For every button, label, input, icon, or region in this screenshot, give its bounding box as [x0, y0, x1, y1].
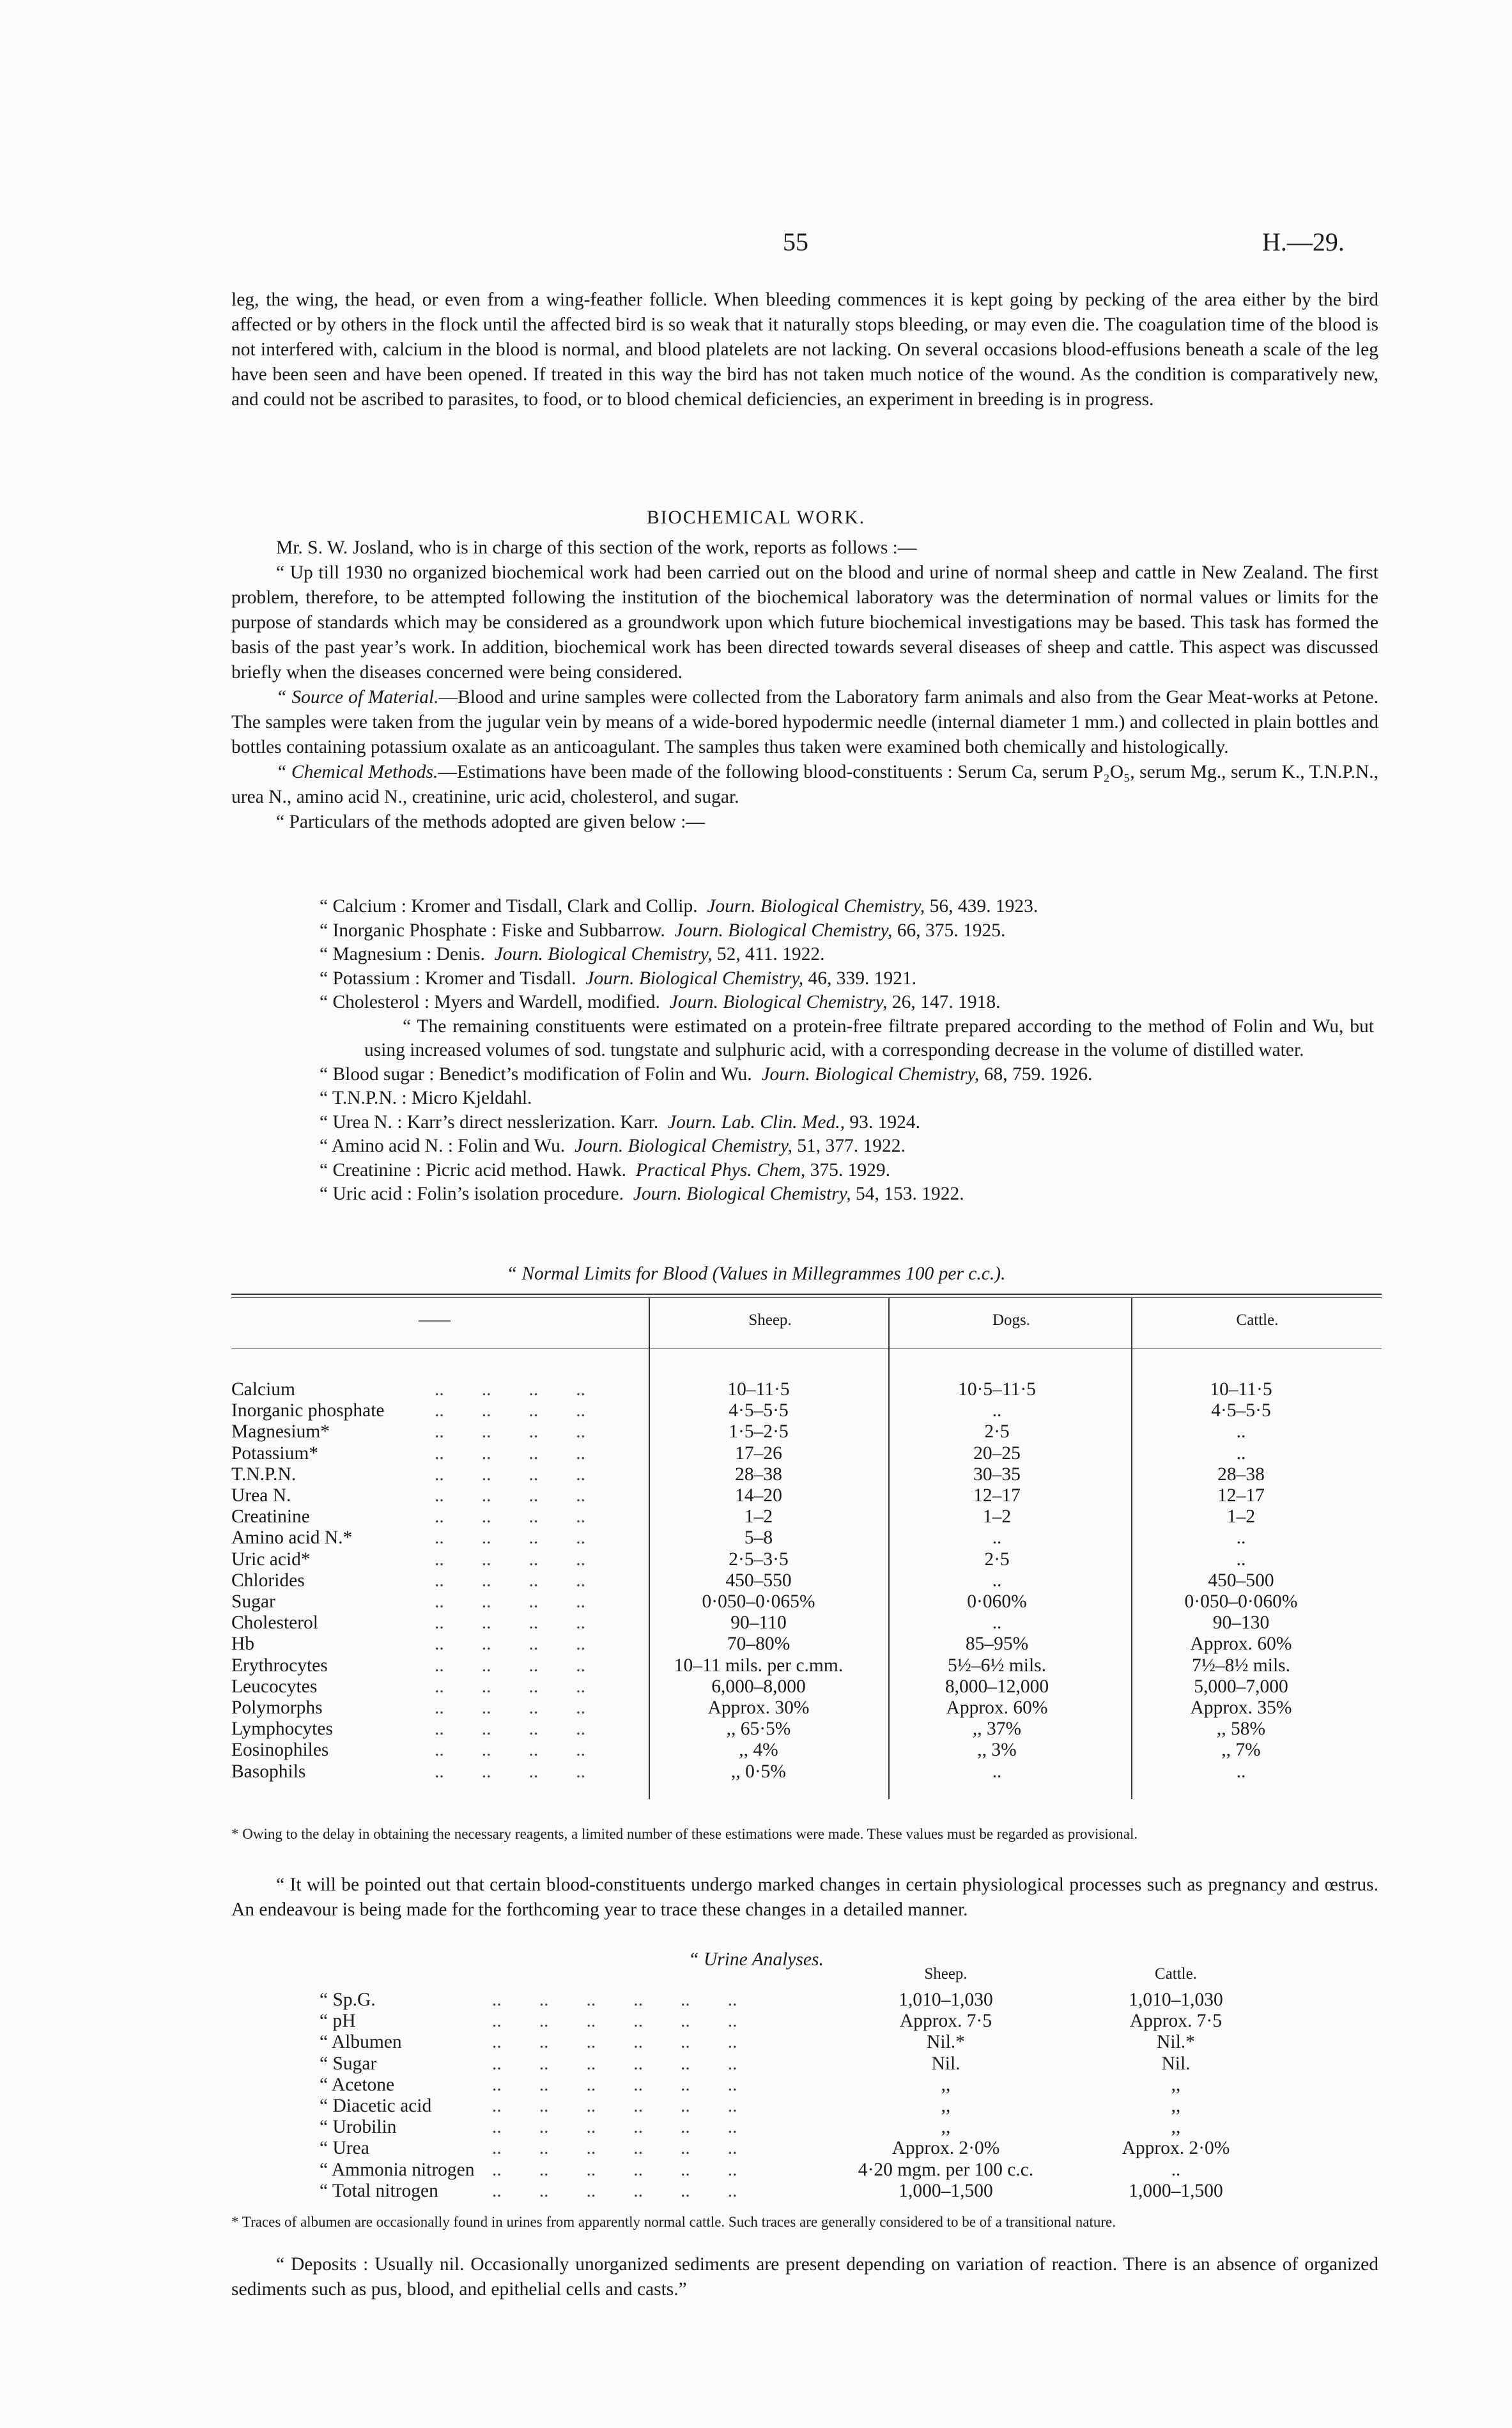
cell-dogs: 85–95%: [965, 1634, 1029, 1655]
table-row: [320, 2075, 1316, 2096]
cell-sheep: 70–80%: [727, 1634, 791, 1655]
method-item: “ Blood sugar : Benedict’s modification of Folin and Wu. Journ. Biological Chemistry, 68, 759. 1926.: [320, 1063, 1093, 1085]
row-label: “ Sugar: [320, 2053, 377, 2074]
urine-table-caption: “ Urine Analyses.: [688, 1949, 824, 1970]
leader-dots: .. .. .. .. .. ..: [492, 1990, 737, 2010]
table-rule-top-inner: [231, 1297, 1382, 1298]
cell-cattle: Nil.: [1161, 2053, 1191, 2074]
row-label: “ Total nitrogen: [320, 2180, 438, 2201]
cell-sheep: ,,: [941, 2096, 951, 2116]
blood-header-cattle: Cattle.: [1236, 1311, 1279, 1329]
blood-table-caption: “ Normal Limits for Blood (Values in Millegrammes 100 per c.c.).: [506, 1264, 1006, 1284]
table-row: [231, 1506, 1382, 1527]
cell-dogs: 0·060%: [967, 1591, 1027, 1612]
cell-cattle: ..: [1171, 2159, 1181, 2180]
cell-sheep: 1·5–2·5: [729, 1421, 789, 1442]
cell-dogs: 12–17: [973, 1485, 1021, 1506]
method-item: “ Inorganic Phosphate : Fiske and Subbarrow. Journ. Biological Chemistry, 66, 375. 1925.: [320, 920, 1006, 941]
cell-cattle: 1–2: [1226, 1506, 1256, 1527]
table-row: [320, 2032, 1316, 2053]
cell-sheep: ,, 4%: [739, 1740, 778, 1761]
leader-dots: .. .. .. ..: [435, 1485, 585, 1506]
cell-dogs: 5½–6½ mils.: [947, 1655, 1047, 1676]
cell-sheep: 1,010–1,030: [899, 1990, 993, 2010]
leader-dots: .. .. .. .. .. ..: [492, 2096, 737, 2116]
cell-sheep: 2·5–3·5: [729, 1549, 789, 1570]
cell-sheep: 1–2: [744, 1506, 773, 1527]
leader-dots: .. .. .. ..: [435, 1400, 585, 1421]
row-label: “ pH: [320, 2011, 356, 2032]
chemical-methods-lead: “ Chemical Methods.: [276, 762, 438, 782]
cell-dogs: ..: [992, 1570, 1002, 1591]
method-item: “ Cholesterol : Myers and Wardell, modified. Journ. Biological Chemistry, 26, 147. 1918.: [320, 992, 1001, 1012]
cell-sheep: 4·20 mgm. per 100 c.c.: [858, 2159, 1034, 2180]
cell-cattle: ,,: [1171, 2074, 1181, 2095]
cell-cattle: ,, 7%: [1221, 1740, 1261, 1761]
table-row: [231, 1485, 1382, 1506]
cell-cattle: 12–17: [1217, 1485, 1265, 1506]
row-label: “ Ammonia nitrogen: [320, 2159, 475, 2180]
table-row: [231, 1697, 1382, 1719]
row-label: “ Urea: [320, 2138, 369, 2159]
cell-dogs: Approx. 60%: [946, 1697, 1048, 1718]
leader-dots: .. .. .. ..: [435, 1740, 585, 1761]
leader-dots: .. .. .. ..: [435, 1379, 585, 1400]
leader-dots: .. .. .. ..: [435, 1527, 585, 1549]
chemical-methods-text: —Estimations have been made of the following blood-constituents : Serum Ca, serum P₂O₅, serum Mg., serum K., T.N.P.N., urea N., amino acid N., creatinine, uric acid, cholesterol, and sugar.: [231, 762, 1378, 807]
cell-sheep: 17–26: [735, 1442, 782, 1464]
cell-sheep: Nil.*: [927, 2032, 965, 2053]
physiological-text: “ It will be pointed out that certain blood-constituents undergo marked changes in certain physiological processes such as pregnancy and œstrus. An endeavour is being made for the forthcoming year to trace these changes in a detailed manner.: [231, 1875, 1378, 1920]
table-row: [320, 2053, 1316, 2075]
cell-dogs: ..: [992, 1612, 1002, 1634]
table-row: [320, 2117, 1316, 2138]
cell-sheep: 1,000–1,500: [899, 2180, 993, 2201]
leader-dots: .. .. .. ..: [435, 1442, 585, 1464]
leader-dots: .. .. .. ..: [435, 1570, 585, 1591]
intro-text: leg, the wing, the head, or even from a wing-feather follicle. When bleeding commences it is kept going by pecking of the area either by the bird affected or by others in the flock until the affected bird is so weak that it naturally stops bleeding, or may even die. The coagulation time of the blood is not interfered with, calcium in the blood is normal, and blood platelets are not lacking. On several occasions blood-effusions beneath a scale of the leg have been seen and have been opened. If treated in this way the bird has not taken much notice of the wound. As the condition is comparatively new, and could not be ascribed to parasites, to food, or to blood chemical deficiencies, an experiment in breeding is in progress.: [231, 290, 1378, 410]
cell-dogs: 20–25: [973, 1442, 1021, 1464]
paragraph-organized-work: “ Up till 1930 no organized biochemical work had been carried out on the blood and urine of normal sheep and cattle in New Zealand. The first problem, therefore, to be attempted following the institution of the biochemical laboratory was the determination of normal values or limits for the purpose of standards which may be considered as a groundwork upon which future biochemical investigations may be based. This task has formed the basis of the past year’s work. In addition, biochemical work has been directed towards several diseases of sheep and cattle. This aspect was discussed briefly when the diseases concerned were being considered.: [231, 562, 1378, 683]
table-row: [320, 2160, 1316, 2181]
cell-cattle: Approx. 60%: [1190, 1634, 1292, 1655]
row-label: Uric acid*: [231, 1549, 311, 1570]
cell-cattle: 90–130: [1212, 1612, 1270, 1634]
table-row: [320, 2096, 1316, 2117]
cell-sheep: 6,000–8,000: [711, 1676, 806, 1697]
table-row: [231, 1676, 1382, 1697]
cell-cattle: Approx. 2·0%: [1122, 2138, 1230, 2159]
paragraph-physiological: [231, 1873, 1378, 1922]
report-intro: Mr. S. W. Josland, who is in charge of this section of the work, reports as follows :—: [276, 537, 917, 558]
cell-cattle: 450–500: [1208, 1570, 1274, 1591]
table-row: [231, 1443, 1382, 1464]
report-body: [231, 536, 1378, 835]
cell-sheep: Approx. 30%: [707, 1697, 810, 1718]
table-divider: [649, 1297, 650, 1349]
blood-table-footnote: * Owing to the delay in obtaining the necessary reagents, a limited number of these estimations were made. These values must be regarded as provisional.: [231, 1826, 1138, 1842]
row-label: “ Acetone: [320, 2074, 395, 2095]
row-label: Lymphocytes: [231, 1719, 333, 1740]
paragraph-source-material: [231, 685, 1378, 760]
source-material-text: —Blood and urine samples were collected from the Laboratory farm animals and also from the Gear Meat-works at Petone. The samples were taken from the jugular vein by means of a wide-bored hypodermic needle (internal diameter 1 mm.) and collected in plain bottles and bottles containing potassium oxalate as an anticoagulant. The samples thus taken were examined both chemically and histologically.: [231, 687, 1378, 757]
row-label: Cholesterol: [231, 1612, 319, 1634]
row-label: Amino acid N.*: [231, 1527, 353, 1549]
row-label: Creatinine: [231, 1506, 310, 1527]
table-row: [231, 1464, 1382, 1485]
row-label: Urea N.: [231, 1485, 291, 1506]
row-label: Erythrocytes: [231, 1655, 328, 1676]
table-row: [231, 1719, 1382, 1740]
method-item: “ Urea N. : Karr’s direct nesslerization. Karr. Journ. Lab. Clin. Med., 93. 1924.: [320, 1111, 920, 1133]
leader-dots: .. .. .. ..: [435, 1676, 585, 1697]
row-label: Sugar: [231, 1591, 275, 1612]
cell-sheep: 450–550: [725, 1570, 792, 1591]
row-label: “ Sp.G.: [320, 1990, 376, 2010]
cell-cattle: 0·050–0·060%: [1184, 1591, 1298, 1612]
leader-dots: .. .. .. ..: [435, 1697, 585, 1718]
cell-cattle: ..: [1236, 1761, 1246, 1782]
table-divider: [888, 1297, 890, 1349]
blood-header-sheep: Sheep.: [748, 1311, 792, 1329]
cell-cattle: Approx. 7·5: [1129, 2011, 1223, 2032]
cell-cattle: 4·5–5·5: [1211, 1400, 1271, 1421]
cell-cattle: 5,000–7,000: [1194, 1676, 1288, 1697]
blood-header-blank: ——: [419, 1311, 451, 1329]
cell-sheep: 0·050–0·065%: [702, 1591, 815, 1612]
urine-header-sheep: Sheep.: [924, 1965, 968, 1983]
leader-dots: .. .. .. ..: [435, 1421, 585, 1442]
cell-dogs: 8,000–12,000: [945, 1676, 1049, 1697]
source-material-lead: “ Source of Material.: [276, 687, 439, 708]
cell-dogs: ,, 37%: [972, 1719, 1022, 1740]
table-row: [231, 1421, 1382, 1442]
cell-sheep: 10–11 mils. per c.mm.: [674, 1655, 844, 1676]
leader-dots: .. .. .. .. .. ..: [492, 2117, 737, 2138]
cell-cattle: 28–38: [1217, 1464, 1265, 1485]
row-label: “ Urobilin: [320, 2117, 397, 2138]
table-row: [231, 1612, 1382, 1634]
leader-dots: .. .. .. ..: [435, 1761, 585, 1782]
cell-sheep: Nil.: [931, 2053, 960, 2074]
leader-dots: .. .. .. ..: [435, 1634, 585, 1655]
cell-sheep: ,, 0·5%: [730, 1761, 787, 1782]
cell-sheep: ,,: [941, 2117, 951, 2138]
report-reference: H.—29.: [1262, 228, 1345, 256]
method-item: “ Potassium : Kromer and Tisdall. Journ. Biological Chemistry, 46, 339. 1921.: [320, 968, 917, 989]
table-row: [320, 2011, 1316, 2032]
table-row: [231, 1379, 1382, 1400]
row-label: “ Diacetic acid: [320, 2096, 432, 2116]
leader-dots: .. .. .. .. .. ..: [492, 2180, 737, 2201]
cell-cattle: 7½–8½ mils.: [1191, 1655, 1291, 1676]
method-item: “ Magnesium : Denis. Journ. Biological Chemistry, 52, 411. 1922.: [320, 944, 825, 964]
leader-dots: .. .. .. .. .. ..: [492, 2159, 737, 2180]
cell-cattle: ,,: [1171, 2117, 1181, 2138]
leader-dots: .. .. .. .. .. ..: [492, 2138, 737, 2159]
row-label: Chlorides: [231, 1570, 305, 1591]
leader-dots: .. .. .. ..: [435, 1464, 585, 1485]
table-row: [231, 1591, 1382, 1612]
cell-cattle: ..: [1236, 1549, 1246, 1570]
cell-dogs: ..: [992, 1527, 1002, 1549]
cell-sheep: 90–110: [730, 1612, 787, 1634]
leader-dots: .. .. .. .. .. ..: [492, 2053, 737, 2074]
row-label: Eosinophiles: [231, 1740, 329, 1761]
cell-dogs: 10·5–11·5: [958, 1379, 1036, 1400]
paragraph-deposits: [231, 2252, 1378, 2302]
cell-dogs: 1–2: [982, 1506, 1012, 1527]
method-item: “ Creatinine : Picric acid method. Hawk. Practical Phys. Chem, 375. 1929.: [320, 1159, 891, 1180]
cell-sheep: Approx. 7·5: [899, 2011, 992, 2032]
table-row: [231, 1400, 1382, 1421]
leader-dots: .. .. .. .. .. ..: [492, 2074, 737, 2095]
cell-sheep: ,,: [941, 2074, 951, 2095]
cell-cattle: Approx. 35%: [1190, 1697, 1292, 1718]
page-number: 55: [783, 228, 808, 256]
row-label: Magnesium*: [231, 1421, 330, 1442]
row-label: Potassium*: [231, 1442, 319, 1464]
deposits-text: “ Deposits : Usually nil. Occasionally unorganized sediments are present depending on variation of reaction. There is an absence of organized sediments such as pus, blood, and epithelial cells and casts.”: [231, 2254, 1378, 2300]
cell-sheep: ,, 65·5%: [726, 1719, 791, 1740]
cell-sheep: 28–38: [735, 1464, 782, 1485]
cell-sheep: 14–20: [735, 1485, 782, 1506]
cell-dogs: 2·5: [984, 1421, 1010, 1442]
cell-cattle: ,,: [1171, 2096, 1181, 2116]
method-item: “ Amino acid N. : Folin and Wu. Journ. Biological Chemistry, 51, 377. 1922.: [320, 1136, 906, 1156]
cell-cattle: ..: [1236, 1527, 1246, 1549]
leader-dots: .. .. .. ..: [435, 1549, 585, 1570]
methods-list: [320, 895, 1380, 1207]
cell-sheep: 4·5–5·5: [729, 1400, 789, 1421]
urine-header-cattle: Cattle.: [1155, 1965, 1197, 1983]
methods-note: “ The remaining constituents were estimated on a protein-free filtrate prepared according to the method of Folin and Wu, but using increased volumes of sod. tungstate and sulphuric acid, with a corresponding decrease in the volume of distilled water.: [364, 1016, 1374, 1060]
paragraph-particulars: “ Particulars of the methods adopted are given below :—: [276, 812, 705, 832]
paragraph-chemical-methods: [231, 760, 1378, 810]
row-label: Inorganic phosphate: [231, 1400, 385, 1421]
row-label: “ Albumen: [320, 2032, 402, 2053]
intro-paragraph: [231, 288, 1378, 412]
cell-cattle: 1,000–1,500: [1129, 2180, 1223, 2201]
cell-cattle: Nil.*: [1157, 2032, 1195, 2053]
leader-dots: .. .. .. .. .. ..: [492, 2032, 737, 2053]
leader-dots: .. .. .. ..: [435, 1506, 585, 1527]
row-label: Hb: [231, 1634, 255, 1655]
leader-dots: .. .. .. .. .. ..: [492, 2011, 737, 2032]
table-row: [231, 1570, 1382, 1591]
leader-dots: .. .. .. ..: [435, 1612, 585, 1634]
cell-sheep: 10–11·5: [727, 1379, 790, 1400]
row-label: T.N.P.N.: [231, 1464, 297, 1485]
row-label: Polymorphs: [231, 1697, 323, 1718]
table-row: [231, 1740, 1382, 1761]
method-item: “ Uric acid : Folin’s isolation procedure. Journ. Biological Chemistry, 54, 153. 1922.: [320, 1184, 964, 1204]
section-heading: BIOCHEMICAL WORK.: [646, 507, 866, 528]
cell-dogs: 30–35: [973, 1464, 1021, 1485]
table-row: [320, 1990, 1316, 2011]
row-label: Leucocytes: [231, 1676, 318, 1697]
table-row: [231, 1655, 1382, 1676]
cell-cattle: ..: [1236, 1421, 1246, 1442]
row-label: Basophils: [231, 1761, 306, 1782]
urine-table-footnote: * Traces of albumen are occasionally found in urines from apparently normal cattle. Such traces are generally considered to be of a transitional nature.: [231, 2214, 1116, 2230]
table-row: [320, 2138, 1316, 2159]
table-row: [231, 1527, 1382, 1549]
cell-cattle: 10–11·5: [1210, 1379, 1272, 1400]
table-row: [231, 1634, 1382, 1655]
table-divider: [1131, 1297, 1132, 1349]
method-item: “ T.N.P.N. : Micro Kjeldahl.: [320, 1088, 532, 1108]
blood-header-dogs: Dogs.: [992, 1311, 1031, 1329]
table-row: [320, 2181, 1316, 2202]
cell-cattle: ,, 58%: [1216, 1719, 1266, 1740]
cell-dogs: ,, 3%: [977, 1740, 1017, 1761]
cell-cattle: ..: [1236, 1442, 1246, 1464]
cell-dogs: ..: [992, 1761, 1002, 1782]
cell-dogs: ..: [992, 1400, 1002, 1421]
cell-sheep: 5–8: [744, 1527, 773, 1549]
table-rule-top: [231, 1294, 1382, 1295]
table-row: [231, 1761, 1382, 1782]
method-item: “ Calcium : Kromer and Tisdall, Clark and Collip. Journ. Biological Chemistry, 56, 439. 1923.: [320, 896, 1038, 916]
row-label: Calcium: [231, 1379, 295, 1400]
leader-dots: .. .. .. ..: [435, 1591, 585, 1612]
cell-cattle: 1,010–1,030: [1129, 1990, 1223, 2010]
leader-dots: .. .. .. ..: [435, 1655, 585, 1676]
leader-dots: .. .. .. ..: [435, 1719, 585, 1740]
table-row: [231, 1549, 1382, 1570]
cell-dogs: 2·5: [984, 1549, 1010, 1570]
cell-sheep: Approx. 2·0%: [891, 2138, 1000, 2159]
